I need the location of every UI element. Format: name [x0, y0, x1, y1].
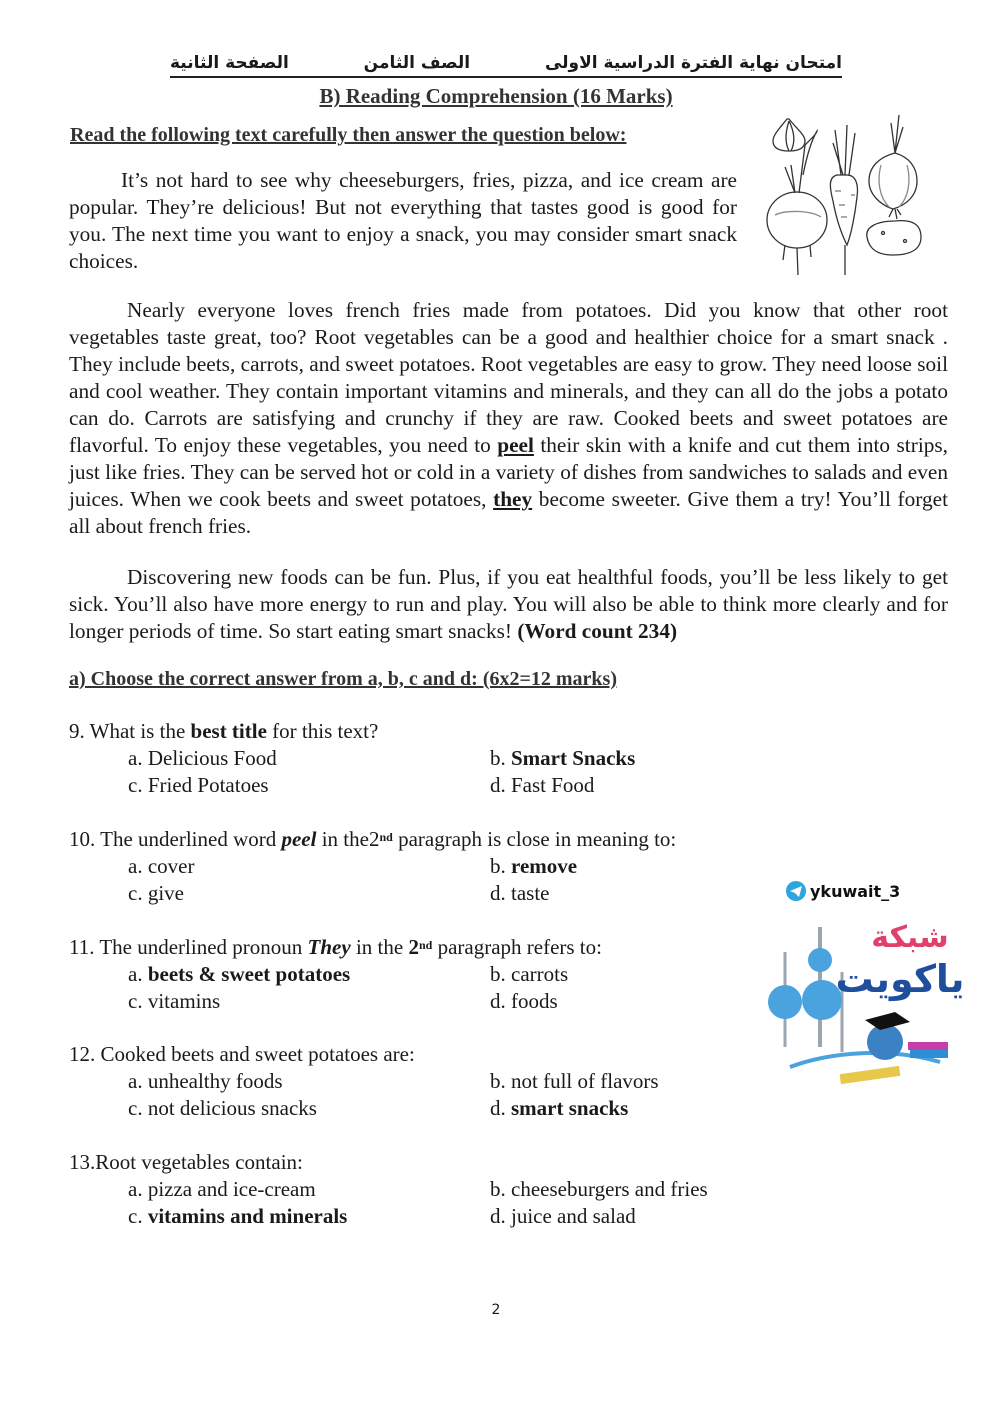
option-b[interactable]: b. carrots — [490, 962, 569, 986]
network-name-ar-top: شبكة — [871, 920, 949, 955]
option-c[interactable]: c. vitamins and minerals — [128, 1204, 348, 1228]
option-d[interactable]: d. taste — [490, 881, 550, 905]
option-d[interactable]: d. juice and salad — [490, 1204, 636, 1228]
option-c[interactable]: c. vitamins — [128, 989, 221, 1013]
option-b[interactable]: b. not full of flavors — [490, 1069, 659, 1093]
option-c[interactable]: c. Fried Potatoes — [128, 773, 269, 797]
network-name-ar-main: ياكويت — [835, 957, 965, 1001]
exam-header — [170, 50, 842, 78]
option-c[interactable]: c. not delicious snacks — [128, 1096, 317, 1120]
passage-paragraph-1: It’s not hard to see why cheeseburgers, fries, pizza, and ice cream are popular. They’re delicious! But not everything that tastes good is good for you. The next time you want to enjoy a snack, you may consider smart snack choices. — [69, 168, 737, 273]
passage-paragraph-2: Nearly everyone loves french fries made from potatoes. Did you know that other root vegetables taste great, too? Root vegetables can be a good and healthier choice for a smart snack . They include beets, carrots, and sweet potatoes. Root vegetables are easy to grow. They need loose soil and cool weather. They contain important vitamins and minerals, and they can all do the jobs a potato can do. Carrots are satisfying and crunchy if they are raw. Cooked beets and sweet potatoes are flavorful. To enjoy these vegetables, you need to peel their skin with a knife and cut them into strips, just like fries. They can be served hot or cold in a variety of dishes from sandwiches to salads and even juices. When we cook beets and sweet potatoes, they become sweeter. Give them a try! You’ll forget all about french fries. — [69, 298, 948, 538]
grade-ar: الصف الثامن — [363, 53, 471, 73]
reading-instruction: Read the following text carefully then answer the question below: — [70, 124, 627, 146]
question-11: 11. The underlined pronoun They in the 2nd paragraph refers to: a. beets & sweet potatoes b. carrots c. vitamins d. foods — [69, 934, 769, 1015]
question-12: 12. Cooked beets and sweet potatoes are: a. unhealthy foods b. not full of flavors c. not delicious snacks d. smart snacks — [69, 1041, 769, 1122]
option-b[interactable]: b. Smart Snacks — [490, 746, 636, 770]
telegram-icon — [786, 881, 806, 901]
option-b[interactable]: b. remove — [490, 854, 578, 878]
underlined-word-peel: peel — [497, 433, 534, 457]
question-9: 9. What is the best title for this text? a. Delicious Food b. Smart Snacks c. Fried Potatoes d. Fast Food — [69, 718, 769, 799]
option-d[interactable]: d. smart snacks — [490, 1096, 629, 1120]
option-d[interactable]: d. Fast Food — [490, 773, 595, 797]
option-d[interactable]: d. foods — [490, 989, 558, 1013]
passage-paragraph-3: Discovering new foods can be fun. Plus, if you eat healthful foods, you’ll be less likely to get sick. You’ll also have more energy to run and play. You will also be able to think more clearly and for longer periods of time. So start eating smart snacks! (Word count 234) — [69, 565, 948, 643]
section-title: B) Reading Comprehension (16 Marks) — [319, 84, 673, 108]
ykuwait-watermark-logo — [760, 872, 970, 1098]
option-a[interactable]: a. cover — [128, 854, 195, 878]
option-b[interactable]: b. cheeseburgers and fries — [490, 1177, 708, 1201]
word-count: (Word count 234) — [517, 619, 678, 643]
task-title: a) Choose the correct answer from a, b, c and d: (6x2=12 marks) — [69, 668, 617, 690]
option-a[interactable]: a. beets & sweet potatoes — [128, 962, 351, 986]
page-label-ar: الصفحة الثانية — [170, 53, 289, 73]
underlined-word-they: they — [493, 487, 533, 511]
root-vegetables-sketch-icon — [755, 105, 930, 280]
option-a[interactable]: a. unhealthy foods — [128, 1069, 283, 1093]
option-c[interactable]: c. give — [128, 881, 184, 905]
question-13: 13.Root vegetables contain: a. pizza and ice-cream b. cheeseburgers and fries c. vitamins and minerals d. juice and salad — [69, 1149, 769, 1230]
page-number: 2 — [491, 1302, 501, 1318]
option-a[interactable]: a. Delicious Food — [128, 746, 277, 770]
option-a[interactable]: a. pizza and ice-cream — [128, 1177, 316, 1201]
exam-title-ar: امتحان نهاية الفترة الدراسية الاولى — [544, 53, 842, 73]
telegram-handle: ykuwait_3 — [810, 882, 901, 901]
question-10: 10. The underlined word peel in the2nd paragraph is close in meaning to: a. cover b. remove c. give d. taste — [69, 826, 769, 907]
